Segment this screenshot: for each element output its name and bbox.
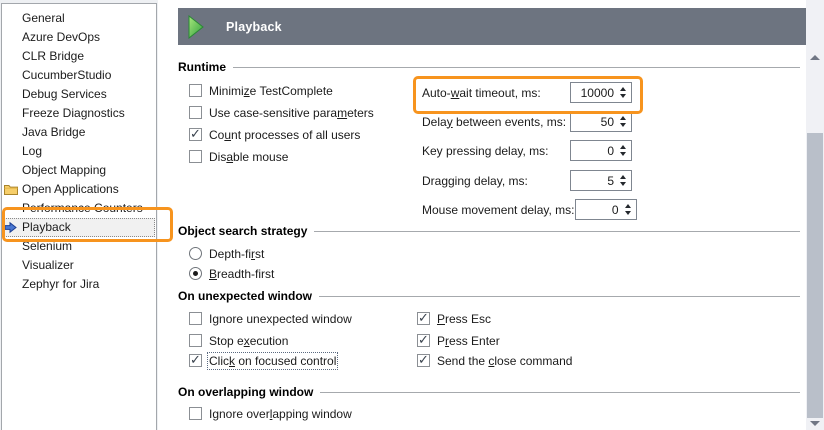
spin-down-icon[interactable] — [620, 123, 626, 127]
section-heading-runtime — [178, 60, 800, 74]
spin-up-icon[interactable] — [625, 204, 631, 208]
radio-depth-first[interactable] — [189, 245, 264, 262]
spinner-arrows[interactable] — [622, 204, 636, 215]
sidebar-item-cucumberstudio[interactable] — [2, 66, 155, 85]
spin-down-icon[interactable] — [620, 94, 626, 98]
checkbox-use-case-sensitive-parameters[interactable] — [189, 104, 374, 121]
checkbox-box[interactable] — [417, 334, 430, 347]
sidebar-item-label: Object Mapping — [22, 163, 107, 177]
scroll-up-icon[interactable] — [810, 55, 820, 60]
spin-up-icon[interactable] — [620, 175, 626, 179]
checkbox-label: Ignore overlapping window — [209, 406, 352, 421]
sidebar-item-open-applications[interactable] — [2, 180, 155, 199]
checkbox-ignore-overlapping-window[interactable] — [189, 405, 352, 422]
sidebar-item-azure-devops[interactable] — [2, 28, 155, 47]
checkbox-label: Minimize TestComplete — [209, 83, 333, 98]
checkbox-click-on-focused-control[interactable] — [189, 352, 336, 369]
checkbox-disable-mouse[interactable] — [189, 148, 288, 165]
sidebar-item-label: Azure DevOps — [22, 30, 101, 44]
sidebar-item-label: Selenium — [22, 239, 73, 253]
spinner-value[interactable]: 10000 — [580, 85, 614, 100]
checkbox-minimize-testcomplete[interactable] — [189, 82, 333, 99]
section-heading-object-search-strategy — [178, 224, 800, 238]
checkbox-label: Count processes of all users — [209, 127, 361, 142]
sidebar-item-selenium[interactable] — [2, 237, 155, 256]
radio-button[interactable] — [189, 247, 202, 260]
scrollbar-thumb[interactable] — [807, 133, 823, 418]
checkbox-box[interactable] — [189, 312, 202, 325]
radio-breadth-first[interactable] — [189, 265, 274, 282]
scroll-down-icon[interactable] — [810, 421, 820, 426]
section-title: On unexpected window — [178, 289, 313, 303]
spinner-label: Key pressing delay, ms: — [422, 143, 549, 158]
checkbox-label: Use case-sensitive parameters — [209, 105, 374, 120]
spinner-input[interactable] — [570, 82, 632, 103]
section-title: Object search strategy — [178, 224, 308, 238]
spinner-input[interactable] — [575, 199, 637, 220]
spinner-key-pressing-delay — [422, 140, 632, 161]
sidebar-item-freeze-diagnostics[interactable] — [2, 104, 155, 123]
spinner-mouse-movement-delay — [422, 199, 632, 220]
spinner-arrows[interactable] — [617, 116, 631, 127]
sidebar-item-label: Freeze Diagnostics — [22, 106, 125, 120]
sidebar-item-label: Performance Counters — [22, 201, 143, 215]
checkbox-box[interactable] — [189, 334, 202, 347]
spin-down-icon[interactable] — [620, 152, 626, 156]
checkbox-box[interactable] — [189, 354, 202, 367]
checkbox-box[interactable] — [417, 312, 430, 325]
spinner-label: Dragging delay, ms: — [422, 173, 528, 188]
sidebar-item-log[interactable] — [2, 142, 155, 161]
sidebar-item-clr-bridge[interactable] — [2, 47, 155, 66]
radio-label: Breadth-first — [209, 266, 275, 281]
checkbox-label: Press Esc — [437, 311, 492, 326]
sidebar-item-label: CucumberStudio — [22, 68, 112, 82]
checkbox-box[interactable] — [189, 128, 202, 141]
sidebar-item-visualizer[interactable] — [2, 256, 155, 275]
spinner-input[interactable] — [570, 111, 632, 132]
radio-label: Depth-first — [209, 246, 265, 261]
checkbox-label: Disable mouse — [209, 149, 289, 164]
settings-category-list — [1, 3, 157, 430]
spinner-input[interactable] — [570, 140, 632, 161]
spinner-arrows[interactable] — [617, 145, 631, 156]
checkbox-count-processes-of-all-users[interactable] — [189, 126, 360, 143]
spin-up-icon[interactable] — [620, 145, 626, 149]
sidebar-item-label: Log — [22, 144, 43, 158]
checkbox-label: Press Enter — [437, 333, 500, 348]
sidebar-item-label: Java Bridge — [22, 125, 86, 139]
spinner-label: Delay between events, ms: — [422, 114, 567, 129]
spin-up-icon[interactable] — [620, 116, 626, 120]
sidebar-item-zephyr-for-jira[interactable] — [2, 275, 155, 294]
checkbox-stop-execution[interactable] — [189, 332, 288, 349]
spin-down-icon[interactable] — [625, 211, 631, 215]
checkbox-box[interactable] — [189, 106, 202, 119]
sidebar-item-object-mapping[interactable] — [2, 161, 155, 180]
spinner-value[interactable]: 5 — [607, 173, 614, 188]
checkbox-box[interactable] — [189, 407, 202, 420]
spinner-input[interactable] — [570, 170, 632, 191]
arrow-right-icon — [4, 221, 18, 234]
spin-down-icon[interactable] — [620, 182, 626, 186]
section-heading-on-overlapping-window — [178, 385, 800, 399]
sidebar-item-label: Visualizer — [22, 258, 74, 272]
sidebar-item-label: General — [22, 11, 65, 25]
page-header — [178, 8, 806, 45]
sidebar-item-label: Open Applications — [22, 182, 119, 196]
sidebar-item-playback[interactable] — [2, 218, 155, 237]
checkbox-ignore-unexpected-window[interactable] — [189, 310, 352, 327]
page-title: Playback — [226, 19, 282, 34]
sidebar-item-performance-counters[interactable] — [2, 199, 155, 218]
spinner-arrows[interactable] — [617, 87, 631, 98]
spinner-arrows[interactable] — [617, 175, 631, 186]
play-icon — [188, 15, 204, 39]
section-title: Runtime — [178, 60, 226, 74]
checkbox-label: Ignore unexpected window — [209, 311, 352, 326]
sidebar-item-label: Zephyr for Jira — [22, 277, 100, 291]
section-divider — [320, 392, 800, 393]
vertical-scrollbar[interactable] — [806, 0, 824, 430]
checkbox-label: Send the close command — [437, 353, 573, 368]
spinner-auto-wait-timeout — [422, 82, 632, 103]
sidebar-item-general[interactable] — [2, 9, 155, 28]
spinner-value[interactable]: 50 — [600, 114, 614, 129]
spinner-delay-between-events — [422, 111, 632, 132]
checkbox-box[interactable] — [189, 84, 202, 97]
spinner-dragging-delay — [422, 170, 632, 191]
section-heading-on-unexpected-window — [178, 289, 800, 303]
checkbox-box[interactable] — [189, 150, 202, 163]
section-divider — [233, 67, 800, 68]
sidebar-item-label: Debug Services — [22, 87, 107, 101]
sidebar-item-label: Playback — [22, 220, 71, 234]
spinner-label: Auto-wait timeout, ms: — [422, 85, 541, 100]
spinner-value[interactable]: 0 — [607, 143, 614, 158]
sidebar-item-label: CLR Bridge — [22, 49, 85, 63]
sidebar-list — [2, 9, 155, 294]
checkbox-press-esc[interactable] — [417, 310, 491, 327]
radio-button[interactable] — [189, 267, 202, 280]
section-title: On overlapping window — [178, 385, 314, 399]
checkbox-box[interactable] — [417, 354, 430, 367]
spin-up-icon[interactable] — [620, 87, 626, 91]
checkbox-press-enter[interactable] — [417, 332, 500, 349]
checkbox-send-the-close-command[interactable] — [417, 352, 572, 369]
folder-icon — [4, 183, 18, 196]
section-divider — [319, 296, 800, 297]
checkbox-label: Stop execution — [209, 333, 289, 348]
spinner-value[interactable]: 0 — [611, 202, 619, 217]
section-divider — [314, 231, 800, 232]
sidebar-item-java-bridge[interactable] — [2, 123, 155, 142]
checkbox-label: Click on focused control — [209, 353, 337, 368]
sidebar-item-debug-services[interactable] — [2, 85, 155, 104]
spinner-label: Mouse movement delay, ms: — [422, 202, 575, 217]
